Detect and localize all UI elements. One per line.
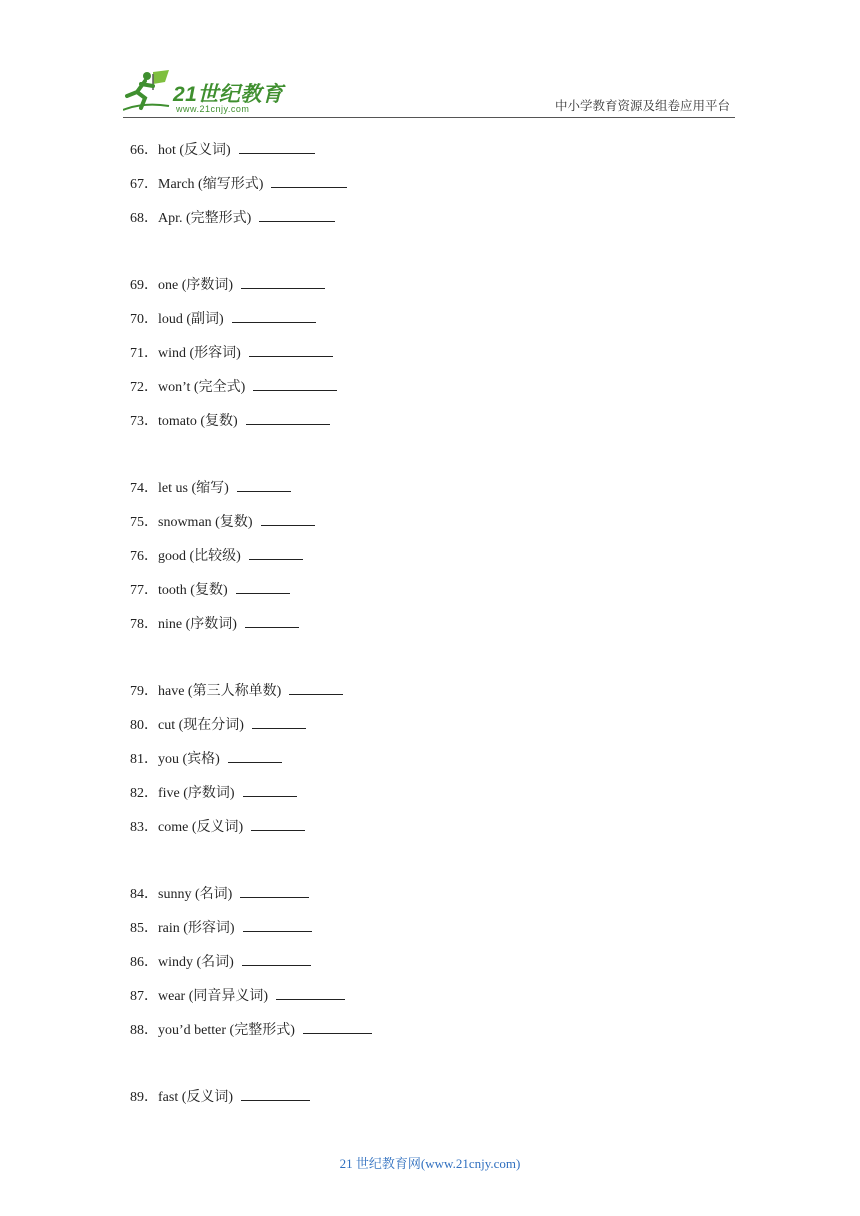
question-item: 78．nine (序数词)	[130, 613, 299, 634]
answer-blank[interactable]	[243, 782, 297, 797]
answer-blank[interactable]	[242, 951, 311, 966]
answer-blank[interactable]	[243, 917, 312, 932]
platform-title: 中小学教育资源及组卷应用平台	[554, 98, 730, 113]
question-item: 68．Apr. (完整形式)	[130, 207, 335, 228]
answer-blank[interactable]	[271, 173, 347, 188]
logo-text: 21世纪教育	[173, 83, 284, 106]
page-footer: 21 世纪教育网(www.21cnjy.com)	[339, 1156, 521, 1171]
answer-blank[interactable]	[228, 748, 282, 763]
question-item: 69．one (序数词)	[130, 274, 325, 295]
question-item: 80．cut (现在分词)	[130, 714, 306, 735]
answer-blank[interactable]	[303, 1019, 372, 1034]
answer-blank[interactable]	[240, 883, 309, 898]
answer-blank[interactable]	[253, 376, 337, 391]
question-item: 89．fast (反义词)	[130, 1086, 310, 1107]
answer-blank[interactable]	[232, 308, 316, 323]
answer-blank[interactable]	[252, 714, 306, 729]
question-item: 74．let us (缩写)	[130, 477, 291, 498]
question-item: 76．good (比较级)	[130, 545, 303, 566]
question-item: 66．hot (反义词)	[130, 139, 315, 160]
question-item: 84．sunny (名词)	[130, 883, 309, 904]
answer-blank[interactable]	[237, 477, 291, 492]
answer-blank[interactable]	[289, 680, 343, 695]
header-divider	[123, 117, 735, 118]
answer-blank[interactable]	[276, 985, 345, 1000]
answer-blank[interactable]	[239, 139, 315, 154]
question-item: 71．wind (形容词)	[130, 342, 333, 363]
question-item: 73．tomato (复数)	[130, 410, 330, 431]
answer-blank[interactable]	[246, 410, 330, 425]
answer-blank[interactable]	[241, 1086, 310, 1101]
question-item: 72．won’t (完全式)	[130, 376, 337, 397]
question-item: 82．five (序数词)	[130, 782, 297, 803]
question-item: 85．rain (形容词)	[130, 917, 312, 938]
answer-blank[interactable]	[261, 511, 315, 526]
runner-logo-icon	[123, 68, 175, 114]
site-logo	[123, 68, 293, 116]
question-item: 79．have (第三人称单数)	[130, 680, 343, 701]
question-item: 70．loud (副词)	[130, 308, 316, 329]
question-item: 83．come (反义词)	[130, 816, 305, 837]
question-item: 75．snowman (复数)	[130, 511, 315, 532]
answer-blank[interactable]	[249, 342, 333, 357]
question-item: 77．tooth (复数)	[130, 579, 290, 600]
answer-blank[interactable]	[259, 207, 335, 222]
answer-blank[interactable]	[251, 816, 305, 831]
logo-url: www.21cnjy.com	[176, 104, 250, 114]
answer-blank[interactable]	[241, 274, 325, 289]
answer-blank[interactable]	[236, 579, 290, 594]
answer-blank[interactable]	[245, 613, 299, 628]
question-item: 67．March (缩写形式)	[130, 173, 347, 194]
question-item: 88．you’d better (完整形式)	[130, 1019, 372, 1040]
page-header	[0, 0, 860, 125]
answer-blank[interactable]	[249, 545, 303, 560]
question-item: 86．windy (名词)	[130, 951, 311, 972]
question-item: 81．you (宾格)	[130, 748, 282, 769]
question-item: 87．wear (同音异义词)	[130, 985, 345, 1006]
